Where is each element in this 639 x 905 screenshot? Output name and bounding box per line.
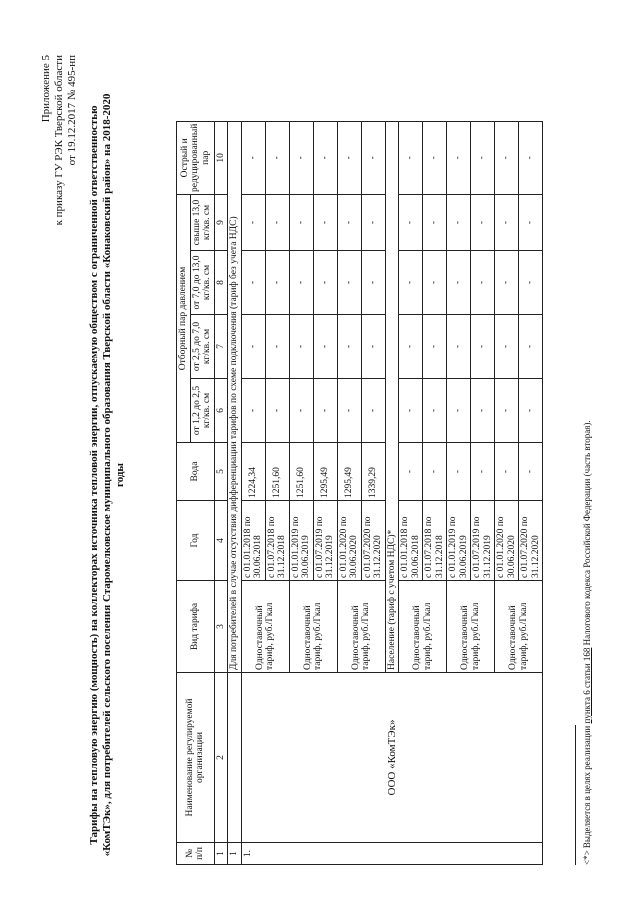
col-index: 3 (214, 581, 228, 673)
header-p2: от 2,5 до 7,0 кг/кв. см (190, 315, 214, 379)
value-cell: - (337, 121, 361, 194)
col-index: 9 (214, 195, 228, 251)
col-index: 6 (214, 379, 228, 443)
period: с 01.07.2019 по 31.12.2019 (471, 501, 495, 581)
tariff-table (176, 121, 543, 865)
appendix-line: к приказу ГУ РЭК Тверской области (53, 55, 65, 226)
value-cell: - (447, 315, 471, 379)
header-org: Наименование регулируемой организации (177, 673, 215, 843)
value-cell: - (313, 121, 337, 194)
value-cell: - (423, 379, 447, 443)
water-value: 1339,29 (361, 443, 385, 501)
period: с 01.01.2019 по 30.06.2019 (447, 501, 471, 581)
value-cell: - (361, 121, 385, 194)
section-label: Для потребителей в случае отсутствия дифференциации тарифов по схеме подключения (тариф без учета НДС) (228, 121, 242, 672)
value-cell: - (361, 195, 385, 251)
value-cell: - (289, 121, 313, 194)
value-cell: - (519, 315, 543, 379)
appendix-line: Приложение 5 (40, 55, 52, 123)
value-cell: - (313, 379, 337, 443)
tariff-type: Одноставочный тариф, руб./Гкал (495, 581, 543, 673)
value-cell: - (399, 251, 423, 315)
footnote-divider (575, 725, 576, 865)
header-steam-group: Отборный пар давлением (177, 195, 191, 443)
value-cell: - (361, 251, 385, 315)
value-cell: - (447, 121, 471, 194)
water-value: 1224,34 (241, 443, 265, 501)
value-cell: - (337, 251, 361, 315)
water-value: 1251,60 (265, 443, 289, 501)
period: с 01.07.2018 по 31.12.2018 (423, 501, 447, 581)
value-cell: - (399, 121, 423, 194)
value-cell: - (337, 379, 361, 443)
footnote (582, 420, 592, 865)
value-cell: - (313, 195, 337, 251)
org-name: ООО «КомТЭк» (241, 673, 543, 843)
value-cell: - (495, 195, 519, 251)
value-cell: - (447, 379, 471, 443)
col-index: 2 (214, 673, 228, 843)
value-cell: - (313, 251, 337, 315)
value-cell: - (471, 195, 495, 251)
value-cell: - (471, 121, 495, 194)
appendix-header (40, 55, 79, 225)
document-title: Тарифы на тепловую энергию (мощность) на коллекторах источника тепловой энергии, отпускаемую обществом с ограниченной ответственностью «КомТЭк», для потребителей сельского поселения Старомелковское муниципального образования Тверской области «Конаковский район» на 2018-2020 годы (88, 93, 126, 857)
value-cell: - (519, 379, 543, 443)
table-row (241, 121, 265, 864)
col-index: 5 (214, 443, 228, 501)
header-tariff-type: Вид тарифа (177, 581, 215, 673)
tariff-type: Одноставочный тариф, руб./Гкал (337, 581, 385, 673)
value-cell: - (241, 315, 265, 379)
value-cell: - (265, 195, 289, 251)
header-p3: от 7,0 до 13,0 кг/кв. см (190, 251, 214, 315)
footnote-prefix: <*> Выделяется в целях реализации (582, 723, 592, 865)
header-water: Вода (177, 443, 215, 501)
period: с 01.07.2020 по 31.12.2020 (361, 501, 385, 581)
period: с 01.01.2019 по 30.06.2019 (289, 501, 313, 581)
row-num: 1. (241, 843, 543, 865)
value-cell: - (265, 315, 289, 379)
tariff-type: Одноставочный тариф, руб./Гкал (241, 581, 289, 673)
col-index: 7 (214, 315, 228, 379)
value-cell: - (361, 379, 385, 443)
header-year: Год (177, 501, 215, 581)
value-cell: - (471, 379, 495, 443)
value-cell: - (399, 195, 423, 251)
value-cell: - (289, 379, 313, 443)
period: с 01.07.2020 по 31.12.2020 (519, 501, 543, 581)
value-cell: - (423, 251, 447, 315)
value-cell: - (361, 315, 385, 379)
value-cell: - (289, 195, 313, 251)
value-cell: - (265, 251, 289, 315)
footnote-suffix: Налогового кодекса Российской Федерации (часть вторая). (582, 420, 592, 648)
value-cell: - (289, 315, 313, 379)
value-cell: - (399, 379, 423, 443)
period: с 01.07.2018 по 31.12.2018 (265, 501, 289, 581)
period: с 01.01.2018 по 30.06.2018 (399, 501, 423, 581)
value-cell: - (471, 443, 495, 501)
value-cell: - (519, 251, 543, 315)
value-cell: - (337, 315, 361, 379)
value-cell: - (289, 251, 313, 315)
value-cell: - (495, 379, 519, 443)
value-cell: - (471, 315, 495, 379)
water-value: 1251,60 (289, 443, 313, 501)
value-cell: - (423, 121, 447, 194)
tariff-type: Одноставочный тариф, руб./Гкал (447, 581, 495, 673)
value-cell: - (495, 121, 519, 194)
value-cell: - (447, 251, 471, 315)
col-index: 10 (214, 121, 228, 194)
water-value: 1295,49 (313, 443, 337, 501)
value-cell: - (241, 195, 265, 251)
value-cell: - (241, 379, 265, 443)
value-cell: - (423, 195, 447, 251)
value-cell: - (399, 315, 423, 379)
header-p4: свыше 13,0 кг/кв. см (190, 195, 214, 251)
header-num: № п/п (177, 843, 215, 865)
row-num: 1 (228, 843, 242, 865)
value-cell: - (447, 443, 471, 501)
value-cell: - (265, 121, 289, 194)
value-cell: - (313, 315, 337, 379)
value-cell: - (495, 315, 519, 379)
value-cell: - (241, 251, 265, 315)
col-index: 8 (214, 251, 228, 315)
appendix-line: от 19.12.2017 № 495-нп (66, 55, 78, 166)
section-label: Население (тариф с учетом НДС)* (385, 121, 399, 672)
header-sharp-steam: Острый и редуцированный пар (177, 121, 215, 194)
period: с 01.01.2020 по 30.06.2020 (337, 501, 361, 581)
value-cell: - (399, 443, 423, 501)
value-cell: - (423, 443, 447, 501)
period: с 01.01.2018 по 30.06.2018 (241, 501, 265, 581)
tariff-type: Одноставочный тариф, руб./Гкал (289, 581, 337, 673)
value-cell: - (423, 315, 447, 379)
footnote-link[interactable]: пункта 6 статьи 168 (582, 647, 592, 724)
col-index: 4 (214, 501, 228, 581)
period: с 01.07.2019 по 31.12.2019 (313, 501, 337, 581)
value-cell: - (519, 121, 543, 194)
water-value: 1295,49 (337, 443, 361, 501)
value-cell: - (519, 443, 543, 501)
header-p1: от 1,2 до 2,5 кг/кв. см (190, 379, 214, 443)
value-cell: - (241, 121, 265, 194)
value-cell: - (447, 195, 471, 251)
col-index: 1 (214, 843, 228, 865)
period: с 01.01.2020 по 30.06.2020 (495, 501, 519, 581)
tariff-type: Одноставочный тариф, руб./Гкал (399, 581, 447, 673)
value-cell: - (471, 251, 495, 315)
value-cell: - (265, 379, 289, 443)
value-cell: - (495, 443, 519, 501)
value-cell: - (337, 195, 361, 251)
value-cell: - (495, 251, 519, 315)
value-cell: - (519, 195, 543, 251)
